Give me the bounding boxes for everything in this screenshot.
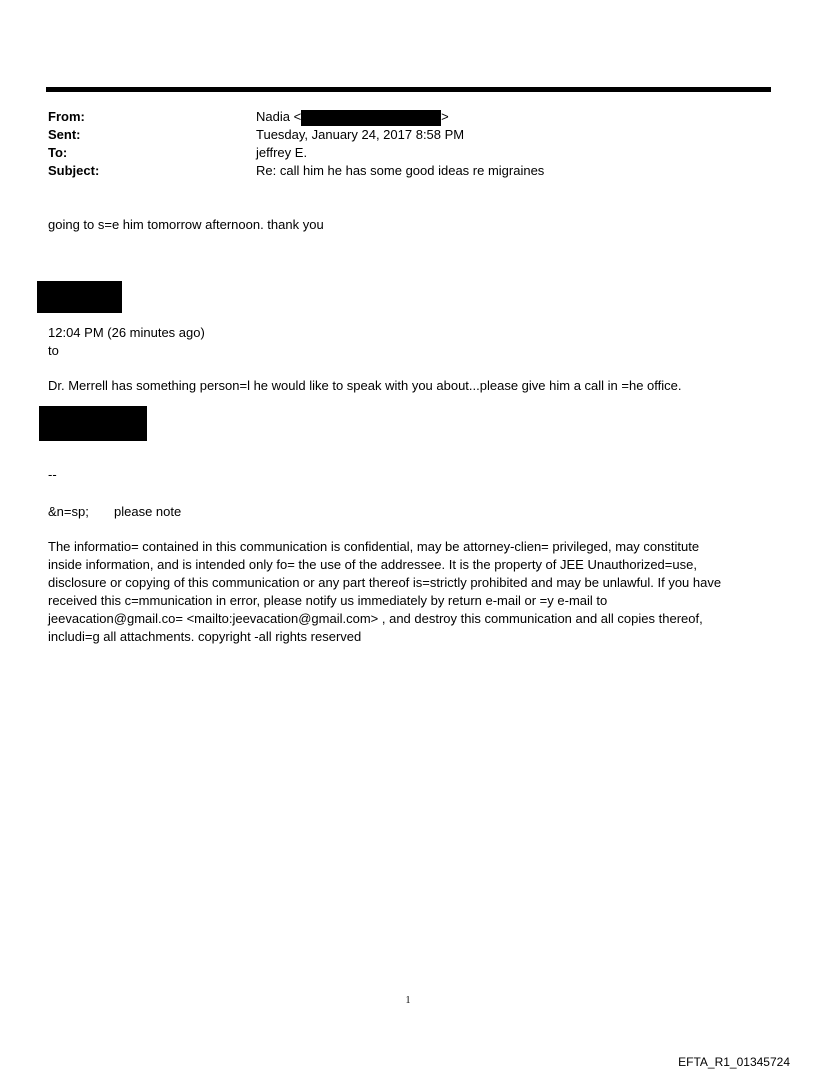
from-value: [256, 108, 449, 126]
subject-value: Re: call him he has some good ideas re migraines: [256, 163, 545, 178]
please-note-text: please note: [114, 504, 182, 519]
from-suffix: >: [441, 109, 449, 124]
reply-text: going to s=e him tomorrow afternoon. thank you: [48, 217, 324, 232]
sent-label: Sent:: [48, 127, 81, 142]
quoted-time: 12:04 PM (26 minutes ago): [48, 325, 205, 340]
disclaimer-line: includi=g all attachments. copyright -all rights reserved: [48, 629, 362, 644]
header-rule: [46, 87, 771, 92]
disclaimer-line: The informatio= contained in this communication is confidential, may be attorney-clien= privileged, may constitute: [48, 539, 700, 554]
from-label: From:: [48, 109, 85, 124]
subject-label: Subject:: [48, 163, 100, 178]
redacted-email-address: [301, 110, 441, 126]
to-label: To:: [48, 145, 68, 160]
nbsp-text: &n=sp;: [48, 504, 89, 519]
from-name: Nadia <: [256, 109, 302, 124]
page-number: 1: [405, 995, 411, 1006]
disclaimer-line: jeevacation@gmail.co= <mailto:jeevacation@gmail.com> , and destroy this communication and all copies thereof,: [48, 611, 703, 626]
redacted-signature: [39, 406, 147, 441]
disclaimer-line: inside information, and is intended only fo= the use of the addressee. It is the property of JEE Unauthorized=use,: [48, 557, 697, 572]
signature-dashes: --: [48, 467, 57, 482]
quoted-to: to: [48, 343, 59, 358]
to-value: jeffrey E.: [256, 145, 308, 160]
sent-value: Tuesday, January 24, 2017 8:58 PM: [256, 127, 465, 142]
confidentiality-disclaimer: [48, 538, 768, 646]
quoted-message: Dr. Merrell has something person=l he would like to speak with you about...please give him a call in =he office.: [48, 378, 682, 393]
disclaimer-line: disclosure or copying of this communication or any part thereof is=strictly prohibited and may be unlawful. If you have: [48, 575, 722, 590]
disclaimer-line: received this c=mmunication in error, please notify us immediately by return e-mail or =y e-mail to: [48, 593, 608, 608]
bates-number: EFTA_R1_01345724: [678, 1055, 790, 1069]
redacted-sender-name: [37, 281, 122, 313]
please-note-line: [48, 503, 181, 521]
